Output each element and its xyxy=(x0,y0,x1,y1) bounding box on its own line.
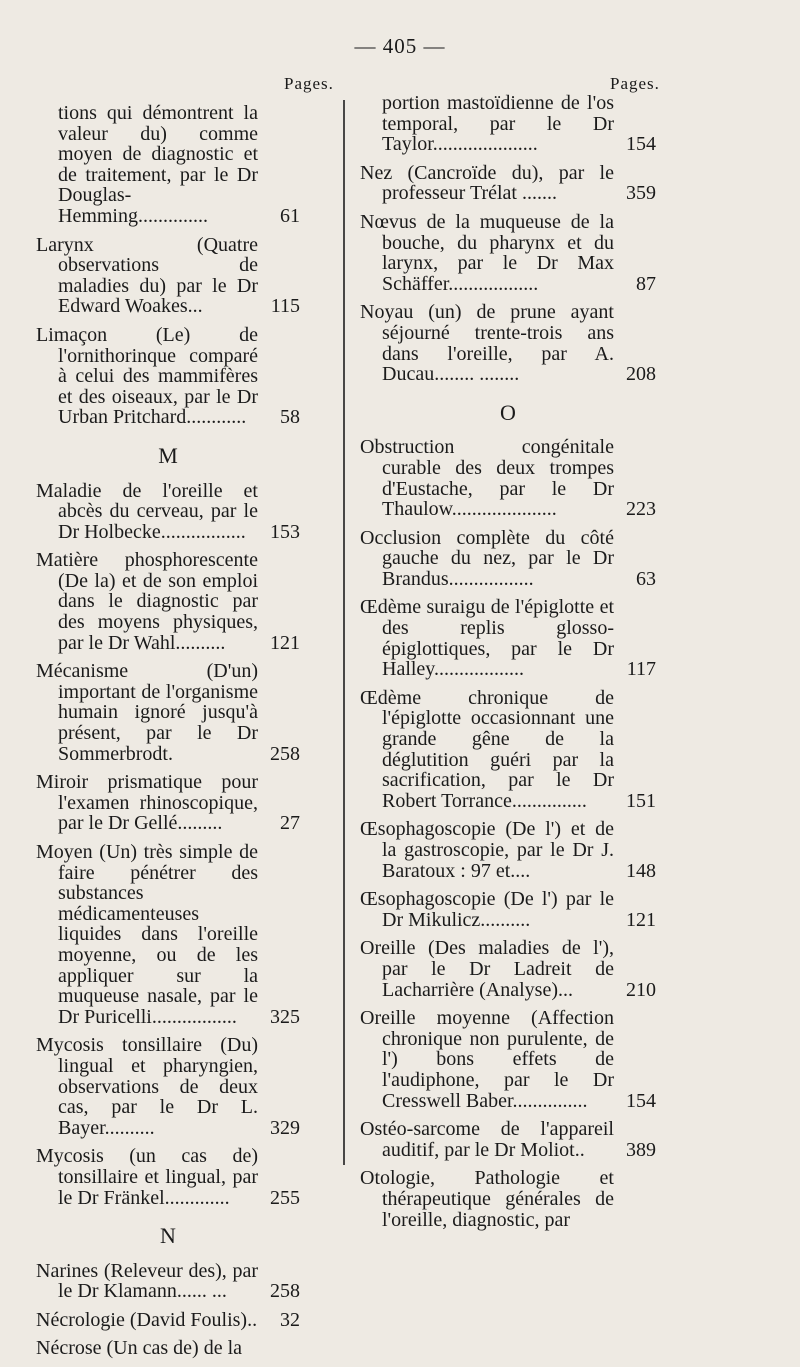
entry-text: Œsophagoscopie (De l') par le Dr Mikulicz.......... xyxy=(360,888,614,931)
column-divider xyxy=(343,100,345,1165)
left-column xyxy=(36,103,300,1367)
index-entry xyxy=(36,1035,300,1138)
entry-page-number: 87 xyxy=(636,272,656,295)
entry-page-number: 154 xyxy=(626,133,656,156)
entry-page-number: 58 xyxy=(280,406,300,429)
entry-page-number: 115 xyxy=(270,295,300,318)
entry-page-number: 151 xyxy=(626,789,656,812)
entry-text: Œdème suraigu de l'épiglotte et des replis glosso-épiglottiques, par le Dr Halley.................. xyxy=(360,596,614,681)
entry-text: portion mastoïdienne de l'os temporal, par le Dr Taylor..................... xyxy=(382,92,614,156)
entry-text: Ostéo-sarcome de l'appareil auditif, par le Dr Moliot.. xyxy=(360,1118,614,1161)
entry-page-number: 27 xyxy=(280,812,300,835)
section-letter-o: O xyxy=(500,399,516,425)
entry-page-number: 117 xyxy=(626,658,656,681)
entry-text: Nécrose (Un cas de) de la xyxy=(36,1337,243,1360)
index-entry xyxy=(360,163,656,204)
index-entry xyxy=(36,1338,300,1359)
index-entry xyxy=(360,688,656,812)
entry-page-number: 258 xyxy=(270,1280,300,1303)
entry-text: Nœvus de la muqueuse de la bouche, du pharynx et du larynx, par le Dr Max Schäffer.................. xyxy=(360,210,614,295)
index-entry xyxy=(360,597,656,679)
index-entry xyxy=(36,325,300,428)
entry-page-number: 329 xyxy=(270,1116,300,1139)
index-entry xyxy=(360,889,656,930)
index-entry xyxy=(360,93,656,155)
entry-text: Moyen (Un) très simple de faire pénétrer des substances médicamenteuses liquides dans l'oreille moyenne, ou de les appliquer sur la muqueuse nasale, par le Dr Puricelli................. xyxy=(36,841,258,1028)
index-entry xyxy=(36,1261,300,1302)
entry-text: Matière phosphorescente (De la) et de son emploi dans le diagnostic par des moyens physiques, par le Dr Wahl.......... xyxy=(36,549,258,654)
entry-text: Maladie de l'oreille et abcès du cerveau, par le Dr Holbecke................. xyxy=(36,479,258,543)
entry-page-number: 32 xyxy=(280,1308,300,1331)
entry-text: Nez (Cancroïde du), par le professeur Trélat ....... xyxy=(360,161,614,205)
entry-text: Occlusion complète du côté gauche du nez, par le Dr Brandus................. xyxy=(360,526,614,590)
entry-text: tions qui démontrent la valeur du) comme moyen de diagnostic et de traitement, par le Dr Douglas-Hemming.............. xyxy=(58,102,258,227)
entry-text: Miroir prismatique pour l'examen rhinoscopique, par le Dr Gellé......... xyxy=(36,771,258,835)
entry-page-number: 359 xyxy=(626,182,656,205)
index-entry xyxy=(360,437,656,519)
index-entry xyxy=(36,1310,300,1331)
entry-text: Noyau (un) de prune ayant séjourné trente-trois ans dans l'oreille, par A. Ducau........ ........ xyxy=(360,301,614,386)
left-pages-header: Pages. xyxy=(284,74,334,93)
entry-text: Mycosis tonsillaire (Du) lingual et pharyngien, observations de deux cas, par le Dr L. Bayer.......... xyxy=(36,1034,258,1139)
index-entry xyxy=(36,235,300,317)
entry-text: Otologie, Pathologie et thérapeutique générales de l'oreille, diagnostic, par xyxy=(360,1167,614,1231)
index-entry xyxy=(360,1168,656,1230)
index-entry xyxy=(360,938,656,1000)
entry-page-number: 210 xyxy=(626,978,656,1001)
entry-page-number: 389 xyxy=(626,1138,656,1161)
section-letter-n: N xyxy=(160,1223,176,1249)
entry-page-number: 153 xyxy=(270,520,300,543)
index-entry xyxy=(36,772,300,834)
index-entry xyxy=(36,481,300,543)
entry-page-number: 148 xyxy=(626,859,656,882)
index-entry xyxy=(36,842,300,1027)
entry-page-number: 255 xyxy=(270,1186,300,1209)
entry-page-number: 61 xyxy=(280,204,300,227)
entry-text: Œsophagoscopie (De l') et de la gastroscopie, par le Dr J. Baratoux : 97 et.... xyxy=(360,818,614,882)
index-entry xyxy=(36,1146,300,1208)
index-entry xyxy=(360,1008,656,1111)
index-entry xyxy=(36,103,300,227)
index-entry xyxy=(360,302,656,384)
index-entry xyxy=(36,661,300,764)
entry-text: Nécrologie (David Foulis).. xyxy=(36,1308,258,1331)
index-entry xyxy=(360,1119,656,1160)
entry-page-number: 154 xyxy=(626,1089,656,1112)
entry-page-number: 325 xyxy=(270,1005,300,1028)
section-letter-m: M xyxy=(158,442,178,468)
index-entry xyxy=(36,550,300,653)
entry-text: Mécanisme (D'un) important de l'organisme humain ignoré jusqu'à présent, par le Dr Sommerbrodt. xyxy=(36,660,258,765)
entry-text: Obstruction congénitale curable des deux trompes d'Eustache, par le Dr Thaulow..................... xyxy=(360,436,614,521)
right-column xyxy=(360,93,656,1238)
page-number: — 405 — xyxy=(354,34,446,58)
index-entry xyxy=(360,212,656,294)
entry-page-number: 223 xyxy=(626,498,656,521)
entry-text: Oreille moyenne (Affection chronique non purulente, de l') bons effets de l'audiphone, par le Dr Cresswell Baber............... xyxy=(360,1007,614,1112)
index-entry xyxy=(360,819,656,881)
entry-page-number: 121 xyxy=(626,908,656,931)
entry-page-number: 258 xyxy=(270,742,300,765)
entry-page-number: 121 xyxy=(270,631,300,654)
entry-text: Mycosis (un cas de) tonsillaire et lingual, par le Dr Fränkel............. xyxy=(36,1145,258,1209)
entry-text: Oreille (Des maladies de l'), par le Dr Ladreit de Lacharrière (Analyse)... xyxy=(360,937,614,1001)
entry-page-number: 63 xyxy=(636,567,656,590)
entry-text: Œdème chronique de l'épiglotte occasionnant une grande gêne de la déglutition guéri par la sacrification, par le Dr Robert Torrance............... xyxy=(360,686,614,812)
index-entry xyxy=(360,528,656,590)
entry-text: Larynx (Quatre observations de maladies du) par le Dr Edward Woakes... xyxy=(36,233,258,318)
entry-text: Limaçon (Le) de l'ornithorinque comparé à celui des mammifères et des oiseaux, par le Dr Urban Pritchard............ xyxy=(36,323,258,429)
right-pages-header: Pages. xyxy=(610,74,660,93)
entry-page-number: 208 xyxy=(626,363,656,386)
entry-text: Narines (Releveur des), par le Dr Klamann...... ... xyxy=(36,1259,258,1303)
